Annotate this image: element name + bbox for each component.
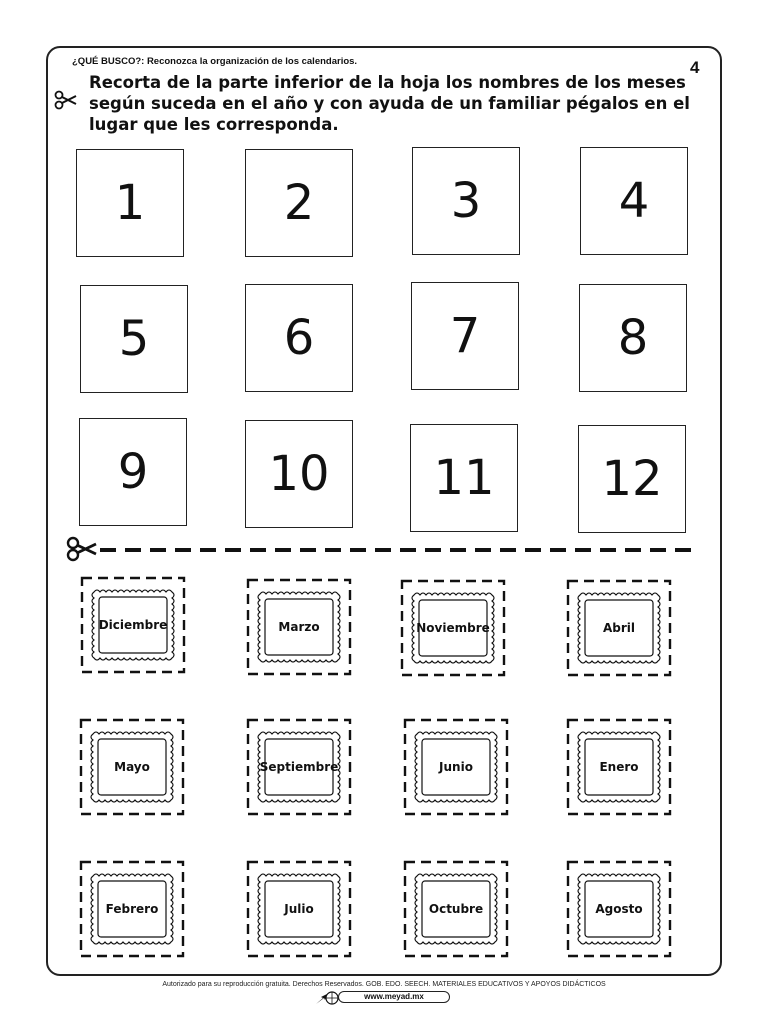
month-card-febrero[interactable] — [79, 860, 185, 958]
page-number: 4 — [690, 58, 700, 77]
month-card-octubre[interactable] — [403, 860, 509, 958]
pointer-icon — [314, 990, 340, 1006]
scissors-icon — [54, 90, 78, 110]
instructions-text: Recorta de la parte inferior de la hoja los nombres de los meses según suceda en el año y con ayuda de un familiar pégalos en el lugar que les corresponda. — [89, 73, 690, 134]
month-label: Mayo — [114, 760, 150, 774]
number-box-7: 7 — [411, 282, 519, 390]
number-box-4: 4 — [580, 147, 688, 255]
month-card-enero[interactable] — [566, 718, 672, 816]
month-card-julio[interactable] — [246, 860, 352, 958]
month-label: Diciembre — [98, 618, 168, 632]
number-box-10: 10 — [245, 420, 353, 528]
month-label: Febrero — [105, 902, 159, 916]
month-card-diciembre[interactable] — [80, 576, 186, 674]
month-card-junio[interactable] — [403, 718, 509, 816]
number-box-11: 11 — [410, 424, 518, 532]
number-box-2: 2 — [245, 149, 353, 257]
month-label: Junio — [439, 760, 473, 774]
month-label: Septiembre — [259, 760, 339, 774]
cut-line — [66, 534, 696, 564]
month-card-abril[interactable] — [566, 579, 672, 677]
month-card-agosto[interactable] — [566, 860, 672, 958]
month-card-mayo[interactable] — [79, 718, 185, 816]
month-label: Abril — [602, 621, 636, 635]
month-label: Marzo — [278, 620, 320, 634]
month-card-noviembre[interactable] — [400, 579, 506, 677]
number-box-3: 3 — [412, 147, 520, 255]
footer-link[interactable] — [314, 991, 454, 1005]
number-box-1: 1 — [76, 149, 184, 257]
scissors-icon — [68, 538, 96, 560]
number-box-5: 5 — [80, 285, 188, 393]
number-box-9: 9 — [79, 418, 187, 526]
website-link[interactable]: www.meyad.mx — [338, 991, 450, 1003]
footer-credit: Autorizado para su reproducción gratuita. Derechos Reservados. GOB. EDO. SEECH. MATERIALES EDUCATIVOS Y APOYOS DIDÁCTICOS — [162, 981, 606, 988]
month-label: Julio — [284, 902, 314, 916]
number-box-12: 12 — [578, 425, 686, 533]
month-label: Octubre — [428, 902, 484, 916]
month-label: Enero — [599, 760, 639, 774]
number-box-6: 6 — [245, 284, 353, 392]
number-box-8: 8 — [579, 284, 687, 392]
month-card-marzo[interactable] — [246, 578, 352, 676]
month-card-septiembre[interactable] — [246, 718, 352, 816]
month-label: Noviembre — [416, 621, 490, 635]
objective-text: ¿QUÉ BUSCO?: Reconozca la organización de los calendarios. — [72, 56, 358, 67]
month-label: Agosto — [595, 902, 643, 916]
